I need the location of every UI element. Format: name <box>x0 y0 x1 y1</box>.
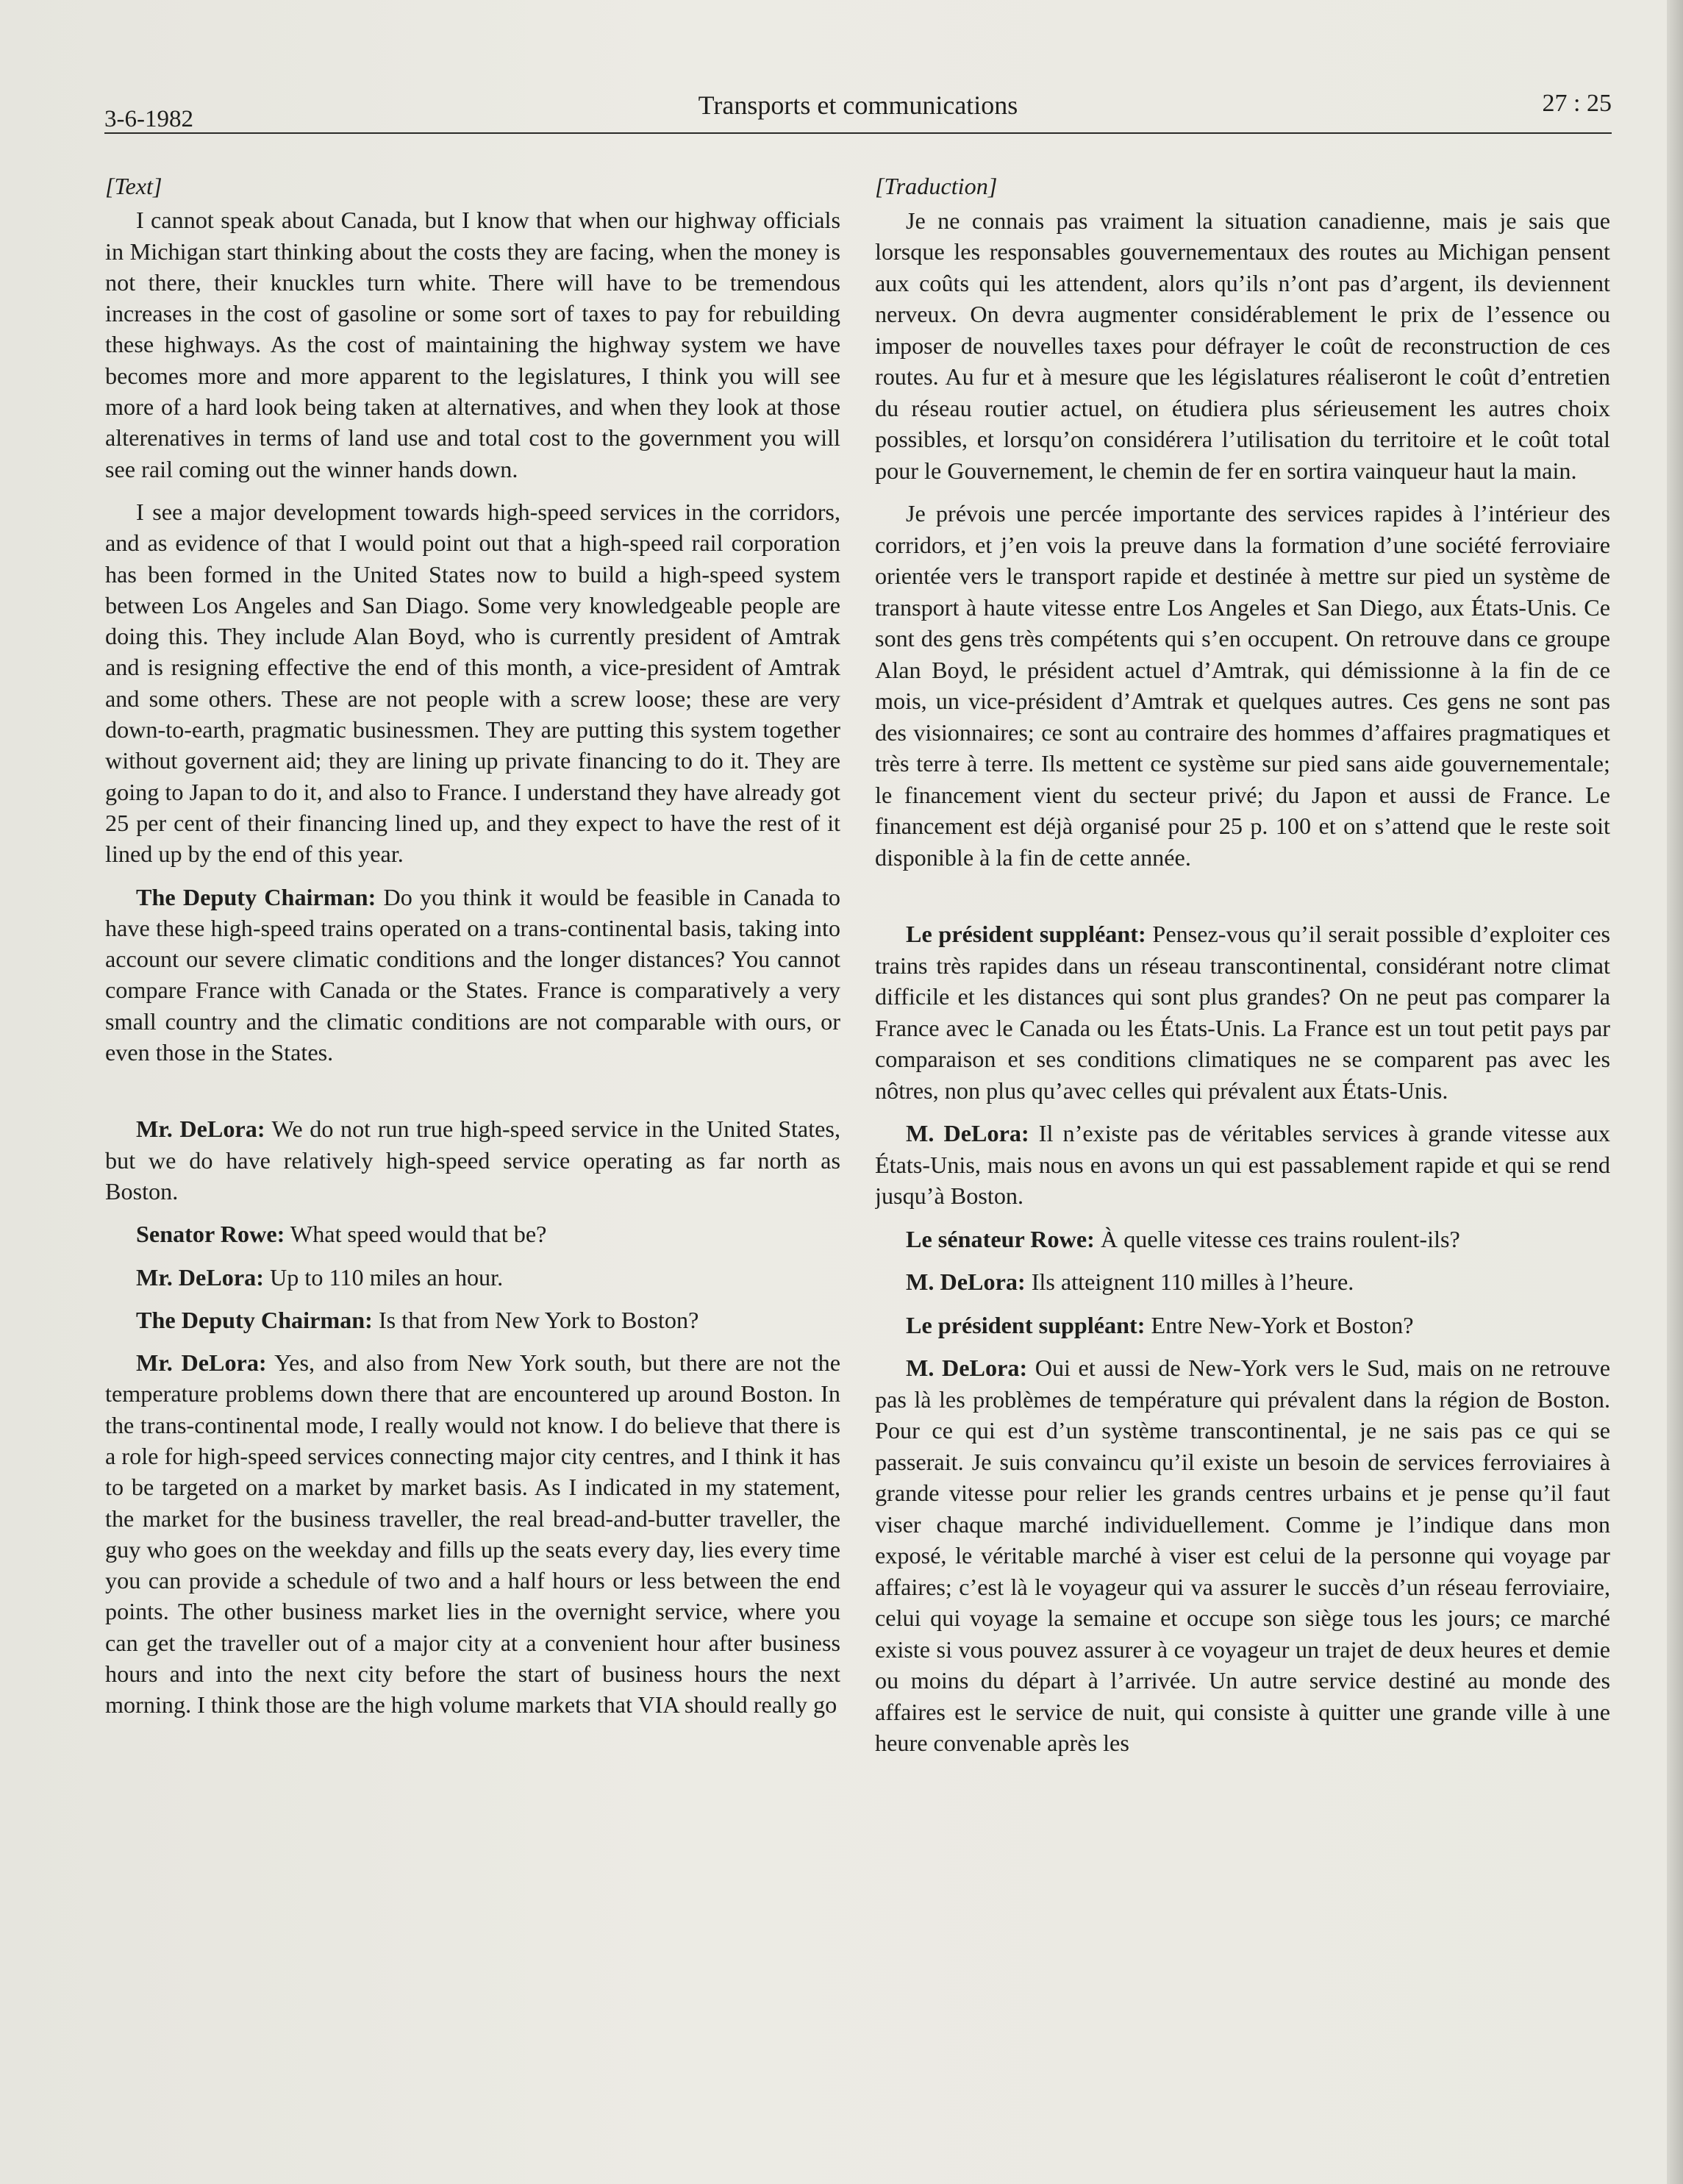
header-page-number: 27 : 25 <box>1542 90 1612 117</box>
paragraph <box>875 1118 1610 1212</box>
page-header <box>104 87 1612 134</box>
paragraph <box>875 205 1610 487</box>
paragraph-text: Up to 110 miles an hour. <box>264 1263 504 1291</box>
speaker-name: Senator Rowe: <box>136 1221 285 1248</box>
paragraph-text: Is that from New York to Boston? <box>372 1306 699 1333</box>
speaker-name: The Deputy Chairman: <box>136 883 376 910</box>
english-column <box>105 171 840 2156</box>
paragraph-text: À quelle vitesse ces trains roulent-ils? <box>1094 1225 1460 1252</box>
paragraph-text: I cannot speak about Canada, but I know that when our highway officials in Michigan start thinking about the costs they are facing, when the money is not there, their knuckles turn white. There will have to be tremendous increases in the cost of gasoline or some sort of taxes to pay for rebuilding these highways. As the cost of maintaining the highway system we have becomes more and more apparent to the legislatures, I think you will see more of a hard look being taken at alternatives, and when they look at those alterenatives in terms of land use and total cost to the government you will see rail coming out the winner hands down. <box>105 207 840 482</box>
text-marker: [Text] <box>105 173 162 199</box>
paragraph-text: Oui et aussi de New-York vers le Sud, mais on ne retrouve pas là les problèmes de température qui prévalent dans la région de Boston. Pour ce qui est d’un système transcontinental, je ne sais pas ce qui se passerait. Je suis convaincu qu’il existe un besoin de services ferroviaires à grande vitesse pour relier les grands centres urbains et je pense qu’il faut viser chaque marché individuellement. Comme je l’indique dans mon exposé, le véritable marché à viser est celui de la personne qui voyage par affaires; c’est là le voyageur qui va assurer le succès d’un réseau ferroviaire, celui qui voyage la semaine et occupe son siège tous les jours; ce marché existe si vous pouvez assurer à ce voyageur un trajet de deux heures et demie ou moins du départ à l’arrivée. Un autre service destiné au monde des affaires est le service de nuit, qui consiste à quitter une grande ville à une heure convenable après les <box>875 1355 1610 1756</box>
paragraph <box>105 204 840 485</box>
speaker-name: Le président suppléant: <box>906 921 1146 947</box>
paragraph <box>105 1305 840 1335</box>
speaker-name: M. DeLora: <box>906 1120 1029 1146</box>
speaker-name: M. DeLora: <box>906 1268 1026 1295</box>
paragraph <box>105 1218 840 1249</box>
paragraph <box>875 1266 1610 1298</box>
paragraph-text: I see a major development towards high-speed services in the corridors, and as evidence of that I would point out that a high-speed rail corporation has been formed in the United States now to build a high-speed system between Los Angeles and San Diago. Some very knowledgeable people are doing this. They include Alan Boyd, who is currently president of Amtrak and is resigning effective the end of this month, a vice-president of Amtrak and some others. These are not people with a screw loose; these are very down-to-earth, pragmatic businessmen. They are putting this system together without governent aid; they are lining up private financing to do it. They are going to Japan to do it, and also to France. I understand they have already got 25 per cent of their financing lined up, and they expect to have the rest of it lined up by the end of this year. <box>105 498 840 868</box>
paragraph <box>105 1262 840 1293</box>
page-edge-shadow <box>1667 0 1683 2184</box>
paragraph-text: Je prévois une percée importante des services rapides à l’intérieur des corridors, et j’en vois la preuve dans la formation d’une société ferroviaire orientée vers le transport rapide et destinée à mettre sur pied un système de transport à haute vitesse entre Los Angeles et San Diego, aux États-Unis. Ce sont des gens très compétents qui s’en occupent. On retrouve dans ce groupe Alan Boyd, le président actuel d’Amtrak, qui démissionne à la fin de ce mois, un vice-président d’Amtrak et quelques autres. Ces gens ne sont pas des visionnaires; ce sont au contraire des hommes d’affaires pragmatiques et très terre à terre. Ils mettent ce système sur pied sans aide gouvernementale; le financement vient du secteur privé; du Japon et aussi de France. Le financement est déjà organisé pour 25 p. 100 et on s’attend que le reste soit disponible à la fin de cette année. <box>875 500 1610 871</box>
speaker-name: Mr. DeLora: <box>136 1263 264 1291</box>
speaker-name: M. DeLora: <box>906 1355 1028 1381</box>
paragraph-text: Do you think it would be feasible in Canada to have these high-speed trains operated on a trans-continental basis, taking into account our severe climatic conditions and the longer distances? You cannot compare France with Canada or the States. France is comparatively a very small country and the climatic conditions are not comparable with ours, or even those in the States. <box>105 883 840 1066</box>
speaker-name: Le président suppléant: <box>906 1311 1146 1338</box>
paragraph <box>875 1224 1610 1255</box>
paragraph-text: Je ne connais pas vraiment la situation canadienne, mais je sais que lorsque les responsables gouvernementaux des routes au Michigan pensent aux coûts qui les attendent, alors qu’ils n’ont pas d’argent, ils deviennent nerveux. On devra augmenter considérablement le prix de l’essence ou imposer de nouvelles taxes pour défrayer le coût de reconstruction de ces routes. Au fur et à mesure que les législatures réaliseront le coût d’entretien du réseau routier actuel, on étudiera plus sérieusement les autres choix possibles, et lorsqu’on considérera l’utilisation du territoire et le coût total pour le Gouvernement, le chemin de fer en sortira vainqueur haut la main. <box>875 207 1610 484</box>
paragraph <box>875 1310 1610 1341</box>
paragraph-text: We do not run true high-speed service in the United States, but we do have relatively high-speed service operating as far north as Boston. <box>105 1116 840 1205</box>
french-column <box>875 171 1610 2156</box>
paragraph <box>875 1352 1610 1759</box>
speaker-name: Mr. DeLora: <box>136 1116 265 1143</box>
paragraph <box>105 1347 840 1721</box>
header-date: 3-6-1982 <box>104 106 193 132</box>
paragraph-text: What speed would that be? <box>285 1221 547 1248</box>
paragraph-text: Pensez-vous qu’il serait possible d’exploiter ces trains très rapides dans un réseau transcontinental, considérant notre climat difficile et les distances qui sont plus grandes? On ne peut pas comparer la France avec le Canada ou les États-Unis. La France est un tout petit pays par comparaison et ses conditions climatiques ne se comparent pas avec les nôtres, non plus qu’avec celles qui prévalent aux États-Unis. <box>875 921 1610 1104</box>
paragraph <box>875 918 1610 1106</box>
paragraph <box>105 882 840 1068</box>
paragraph-text: Entre New-York et Boston? <box>1145 1311 1414 1338</box>
speaker-name: The Deputy Chairman: <box>136 1306 373 1333</box>
speaker-name: Mr. DeLora: <box>136 1349 267 1377</box>
speaker-name: Le sénateur Rowe: <box>906 1225 1095 1252</box>
paragraph <box>105 1113 840 1207</box>
paragraph <box>875 498 1610 873</box>
traduction-marker: [Traduction] <box>875 173 998 199</box>
paragraph-text: Il n’existe pas de véritables services à grande vitesse aux États-Unis, mais nous en avons un qui est passablement rapide et qui se rend jusqu’à Boston. <box>875 1120 1610 1209</box>
paragraph-text: Yes, and also from New York south, but there are not the temperature problems down there that are encountered up around Boston. In the trans-continental mode, I really would not know. I do believe that there is a role for high-speed services connecting major city centres, and I think it has to be targeted on a market by market basis. As I indicated in my statement, the market for the business traveller, the real bread-and-butter traveller, the guy who goes on the weekday and fills up the seats every day, lies every time you can provide a schedule of two and a half hours or less between the end points. The other business market lies in the overnight service, where you can get the traveller out of a major city at a convenient hour after business hours and into the next city before the start of business hours the next morning. I think those are the high volume markets that VIA should really go <box>105 1349 840 1719</box>
header-title: Transports et communications <box>698 90 1018 120</box>
paragraph <box>105 496 840 870</box>
paragraph-text: Ils atteignent 110 milles à l’heure. <box>1025 1268 1354 1295</box>
